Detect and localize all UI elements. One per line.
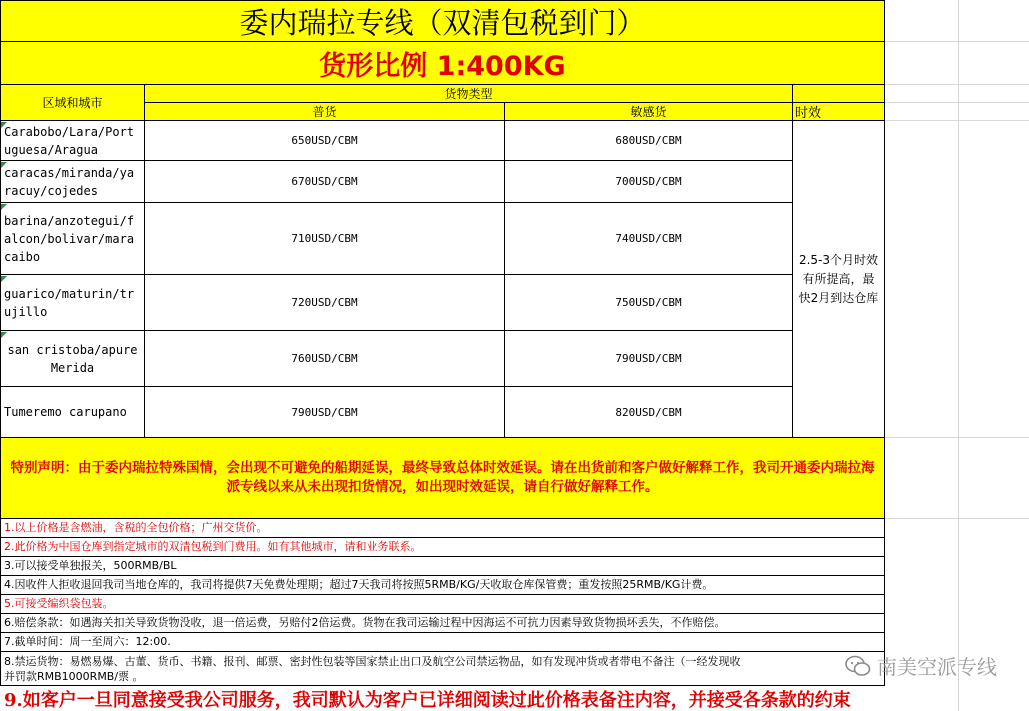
sheet-title: 委内瑞拉专线（双清包税到门）	[0, 0, 885, 42]
comment-indicator	[1, 276, 7, 282]
timing-cell: 2.5-3个月时效有所提高，最快2月到达仓库	[793, 121, 885, 438]
grid-line	[885, 84, 1029, 85]
city-cell: guarico/maturin/trujillo	[0, 275, 145, 331]
sensitive-price: 820USD/CBM	[505, 387, 793, 438]
watermark-text: 南美空派专线	[877, 655, 997, 679]
special-notice: 特别声明：由于委内瑞拉特殊国情，会出现不可避免的船期延误，最终导致总体时效延误。请在出货前和客户做好解释工作，我司开通委内瑞拉海派专线以来从未出现扣货情况，如出现时效延误，请自行做好解释工作。	[0, 438, 885, 519]
note-line: 7.截单时间：周一至周六：12:00.	[0, 633, 885, 652]
city-cell: caracas/miranda/yaracuy/cojedes	[0, 161, 145, 203]
note-line: 4.因收件人拒收退回我司当地仓库的，我司将提供7天免费处理期；超过7天我司将按照5RMB/KG/天收取仓库保管费；重发按照25RMB/KG计费。	[0, 576, 885, 595]
wechat-icon	[845, 655, 871, 677]
sensitive-price: 750USD/CBM	[505, 275, 793, 331]
final-agreement-line: 9.如客户一旦同意接受我公司服务，我司默认为客户已详细阅读过此价格表备注内容，并接受各条款的约束	[4, 689, 851, 711]
sensitive-price: 700USD/CBM	[505, 161, 793, 203]
header-blank	[793, 85, 885, 103]
sensitive-price: 740USD/CBM	[505, 203, 793, 275]
general-price: 670USD/CBM	[145, 161, 505, 203]
grid-line	[958, 0, 959, 711]
general-price: 650USD/CBM	[145, 121, 505, 161]
ratio-banner: 货形比例 1:400KG	[0, 42, 885, 85]
header-general: 普货	[145, 103, 505, 121]
grid-line	[885, 120, 1029, 121]
watermark	[845, 651, 997, 680]
note-line: 1.以上价格是含燃油，含税的全包价格；广州交货价。	[0, 519, 885, 538]
note-line: 5.可接受编织袋包装。	[0, 595, 885, 614]
note-text: 并罚款RMB1000RMB/票 。	[4, 669, 144, 683]
city-cell: san cristoba/apureMerida	[0, 331, 145, 387]
note-line-8	[0, 652, 885, 686]
header-region: 区域和城市	[0, 85, 145, 121]
header-goods-type: 货物类型	[145, 85, 793, 103]
comment-indicator	[1, 162, 7, 168]
general-price: 720USD/CBM	[145, 275, 505, 331]
general-price: 760USD/CBM	[145, 331, 505, 387]
header-sensitive: 敏感货	[505, 103, 793, 121]
general-price: 710USD/CBM	[145, 203, 505, 275]
grid-line	[885, 437, 1029, 438]
note-text: 8.禁运货物：易燃易爆、古董、货币、书籍、报刊、邮票、密封性包装等国家禁止出口及航空公司禁运物品，如有发现冲货或者带电不备注（一经发现收	[4, 654, 741, 668]
sensitive-price: 790USD/CBM	[505, 331, 793, 387]
grid-line	[885, 41, 1029, 42]
header-timing: 时效	[793, 103, 885, 121]
comment-indicator	[1, 204, 7, 210]
general-price: 790USD/CBM	[145, 387, 505, 438]
note-line: 6.赔偿条款：如遇海关扣关导致货物没收，退一倍运费，另赔付2倍运费。货物在我司运输过程中因海运不可抗力因素导致货物损坏丢失，不作赔偿。	[0, 614, 885, 633]
sensitive-price: 680USD/CBM	[505, 121, 793, 161]
comment-indicator	[1, 122, 7, 128]
city-cell: Tumeremo carupano	[0, 387, 145, 438]
comment-indicator	[1, 332, 7, 338]
grid-line	[885, 102, 1029, 103]
note-line: 3.可以接受单独报关，500RMB/BL	[0, 557, 885, 576]
city-cell: Carabobo/Lara/Portuguesa/Aragua	[0, 121, 145, 161]
grid-line	[885, 518, 1029, 519]
note-line: 2.此价格为中国仓库到指定城市的双清包税到门费用。如有其他城市，请和业务联系。	[0, 538, 885, 557]
city-cell: barina/anzotegui/falcon/bolivar/maracaibo	[0, 203, 145, 275]
